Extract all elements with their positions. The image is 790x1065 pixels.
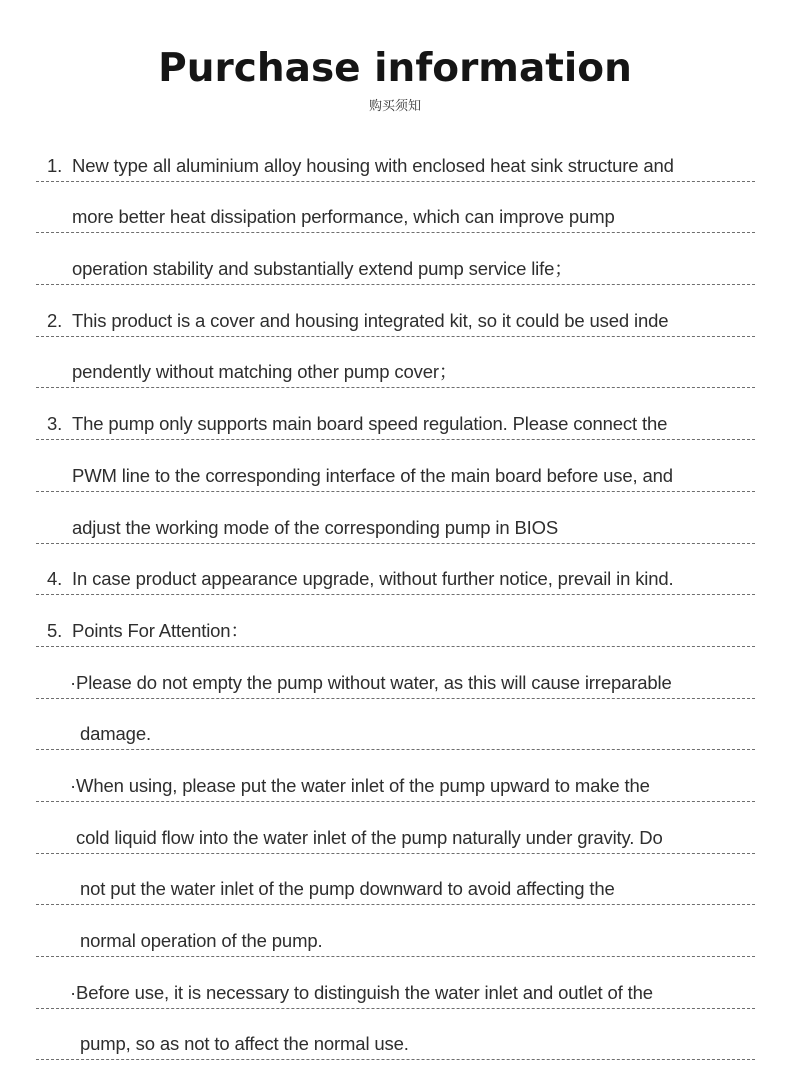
bullet-icon: · [70,671,77,693]
attention-item-2-cont [36,905,755,957]
item-text: This product is a cover and housing integrated kit, so it could be used inde [72,309,669,331]
purchase-info-list [36,130,755,1060]
item-text: pump, so as not to affect the normal use. [80,1033,409,1055]
item-text: operation stability and substantially extend pump service life； [72,258,573,280]
page-title: Purchase information [158,46,632,91]
attention-item-2-cont [36,854,755,906]
bullet-icon: · [70,981,77,1003]
list-item-2-cont [36,337,755,389]
list-item-3-cont [36,440,755,492]
attention-item-1 [36,647,755,699]
list-item-1-cont [36,233,755,285]
item-number: 3. [47,413,63,435]
item-text: Before use, it is necessary to distinguish the water inlet and outlet of the [76,981,653,1003]
list-item-4 [36,544,755,596]
list-item-3 [36,388,755,440]
item-text: The pump only supports main board speed regulation. Please connect the [72,413,668,435]
list-item-3-cont [36,492,755,544]
item-text: cold liquid flow into the water inlet of the pump naturally under gravity. Do [76,826,663,848]
item-text: In case product appearance upgrade, without further notice, prevail in kind. [72,568,674,590]
item-number: 1. [47,154,63,176]
bullet-icon: · [70,774,77,796]
item-text: pendently without matching other pump cover； [72,361,458,383]
attention-item-2 [36,750,755,802]
item-text: more better heat dissipation performance, which can improve pump [72,206,615,228]
list-item-5 [36,595,755,647]
item-number: 2. [47,309,63,331]
attention-item-2-cont [36,802,755,854]
item-text: Please do not empty the pump without water, as this will cause irreparable [76,671,672,693]
item-text: damage. [80,723,151,745]
item-number: 5. [47,619,63,641]
item-text: adjust the working mode of the corresponding pump in BIOS [72,516,559,538]
page-subtitle: 购买须知 [368,98,421,113]
item-text: Points For Attention： [72,619,249,641]
list-item-1 [36,130,755,182]
item-text: New type all aluminium alloy housing with enclosed heat sink structure and [72,154,674,176]
item-text: normal operation of the pump. [80,930,323,951]
item-text: When using, please put the water inlet of the pump upward to make the [76,774,650,796]
attention-item-1-cont [36,699,755,751]
item-text: PWM line to the corresponding interface of the main board before use, and [72,464,673,486]
list-item-2 [36,285,755,337]
attention-item-3 [36,957,755,1009]
attention-item-3-cont [36,1009,755,1061]
list-item-1-cont [36,182,755,234]
item-text: not put the water inlet of the pump downward to avoid affecting the [80,878,615,900]
item-number: 4. [47,568,63,590]
